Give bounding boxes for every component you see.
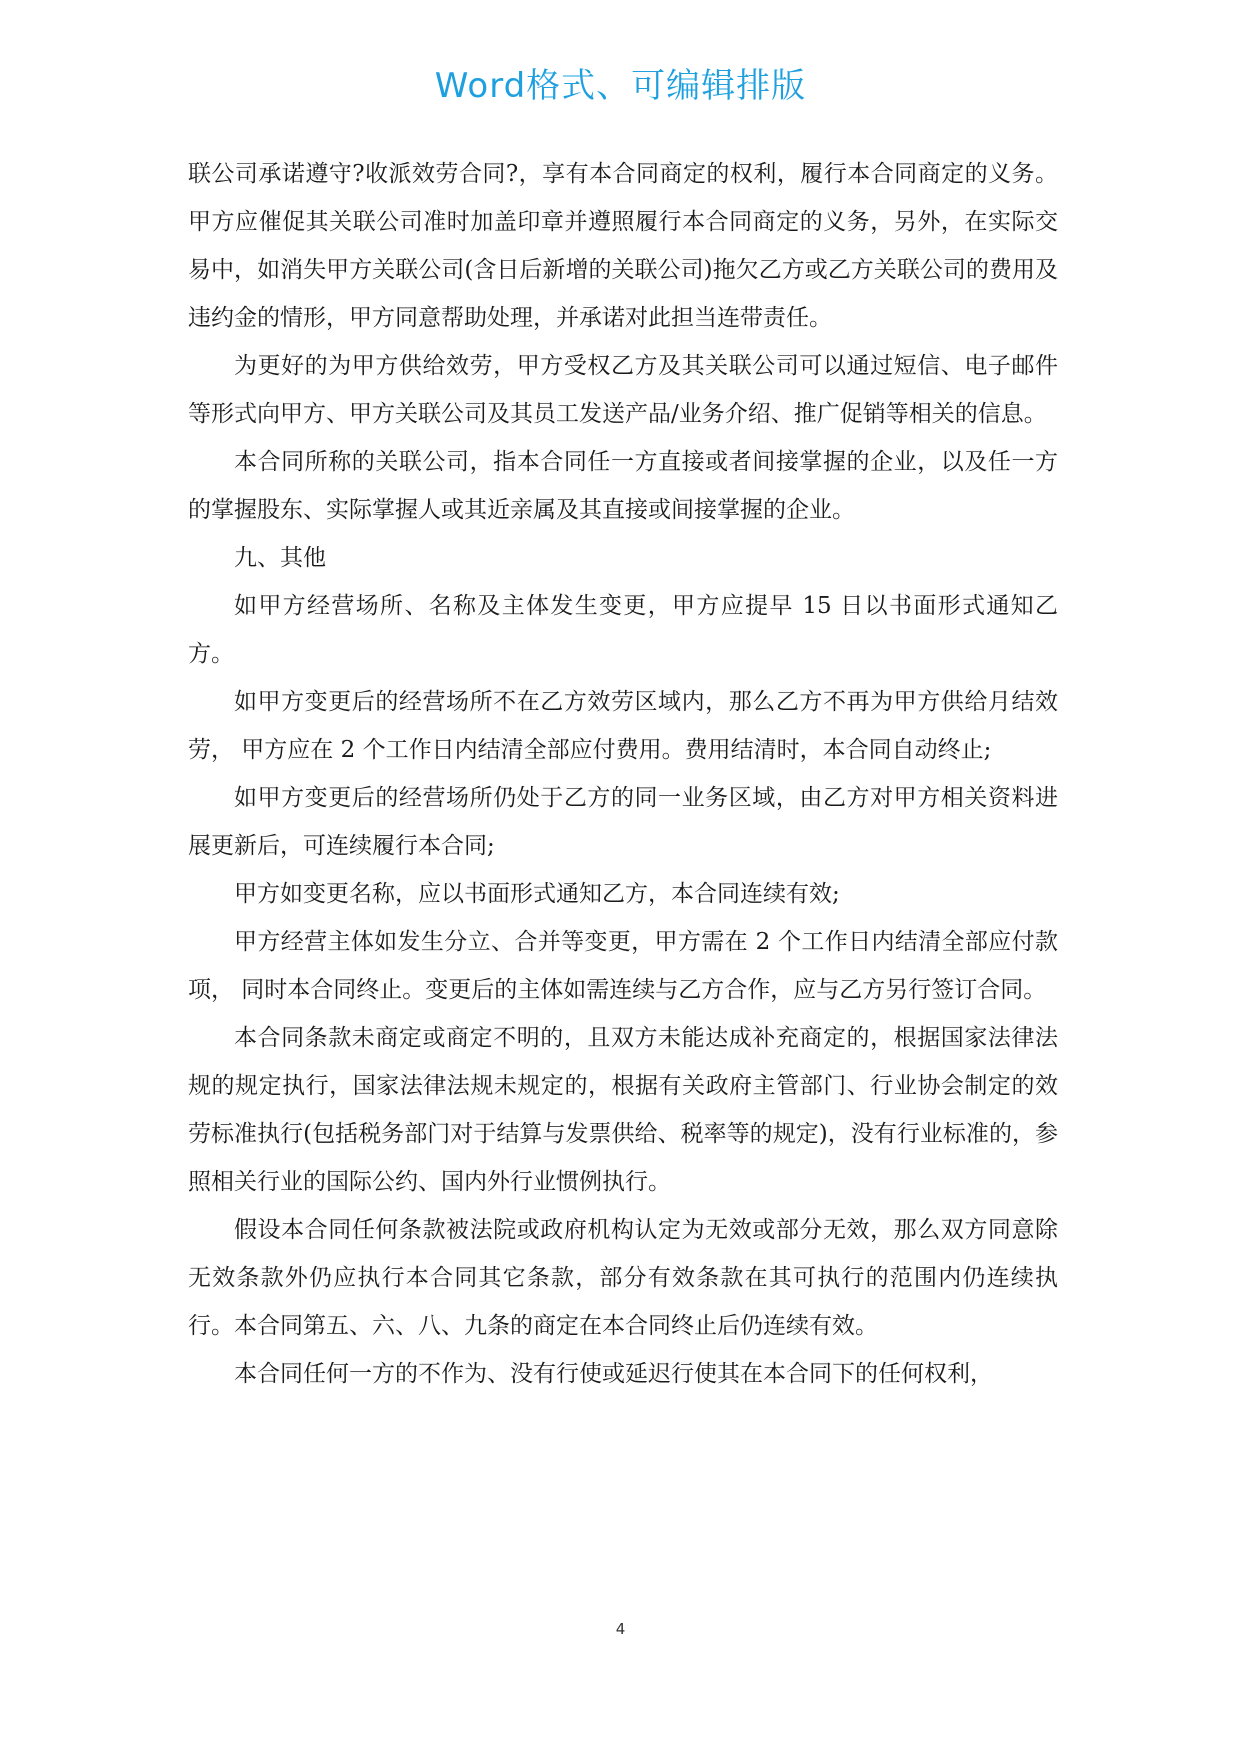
paragraph-6: 如甲方变更后的经营场所不在乙方效劳区域内，那么乙方不再为甲方供给月结效劳， 甲方应在 2 个工作日内结清全部应付费用。费用结清时，本合同自动终止; (188, 689, 1058, 763)
paragraph-12: 本合同任何一方的不作为、没有行使或延迟行使其在本合同下的任何权利， (234, 1361, 993, 1387)
paragraph-10: 本合同条款未商定或商定不明的，且双方未能达成补充商定的，根据国家法律法规的规定执行，国家法律法规未规定的，根据有关政府主管部门、行业协会制定的效劳标准执行(包括税务部门对于结算与发票供给、税率等的规定)，没有行业标准的，参照相关行业的国际公约、国内外行业惯例执行。 (188, 1025, 1058, 1195)
document-body (188, 150, 1058, 1398)
section-heading-other: 九、其他 (234, 545, 326, 571)
paragraph-7: 如甲方变更后的经营场所仍处于乙方的同一业务区域，由乙方对甲方相关资料进展更新后，可连续履行本合同; (188, 785, 1058, 859)
document-header-title: Word格式、可编辑排版 (434, 66, 807, 106)
paragraph-1: 联公司承诺遵守?收派效劳合同?，享有本合同商定的权利，履行本合同商定的义务。甲方应催促其关联公司准时加盖印章并遵照履行本合同商定的义务，另外，在实际交易中，如消失甲方关联公司(含日后新增的关联公司)拖欠乙方或乙方关联公司的费用及违约金的情形，甲方同意帮助处理，并承诺对此担当连带责任。 (188, 161, 1058, 331)
paragraph-9: 甲方经营主体如发生分立、合并等变更，甲方需在 2 个工作日内结清全部应付款项， 同时本合同终止。变更后的主体如需连续与乙方合作，应与乙方另行签订合同。 (188, 929, 1058, 1003)
paragraph-11: 假设本合同任何条款被法院或政府机构认定为无效或部分无效，那么双方同意除无效条款外仍应执行本合同其它条款，部分有效条款在其可执行的范围内仍连续执行。本合同第五、六、八、九条的商定在本合同终止后仍连续有效。 (188, 1217, 1058, 1339)
paragraph-8: 甲方如变更名称，应以书面形式通知乙方，本合同连续有效; (234, 881, 840, 907)
paragraph-3: 本合同所称的关联公司，指本合同任一方直接或者间接掌握的企业，以及任一方的掌握股东、实际掌握人或其近亲属及其直接或间接掌握的企业。 (188, 449, 1058, 523)
page-number: 4 (615, 1620, 626, 1638)
paragraph-2: 为更好的为甲方供给效劳，甲方受权乙方及其关联公司可以通过短信、电子邮件等形式向甲方、甲方关联公司及其员工发送产品/业务介绍、推广促销等相关的信息。 (188, 353, 1058, 427)
paragraph-5: 如甲方经营场所、名称及主体发生变更，甲方应提早 15 日以书面形式通知乙方。 (188, 593, 1058, 667)
